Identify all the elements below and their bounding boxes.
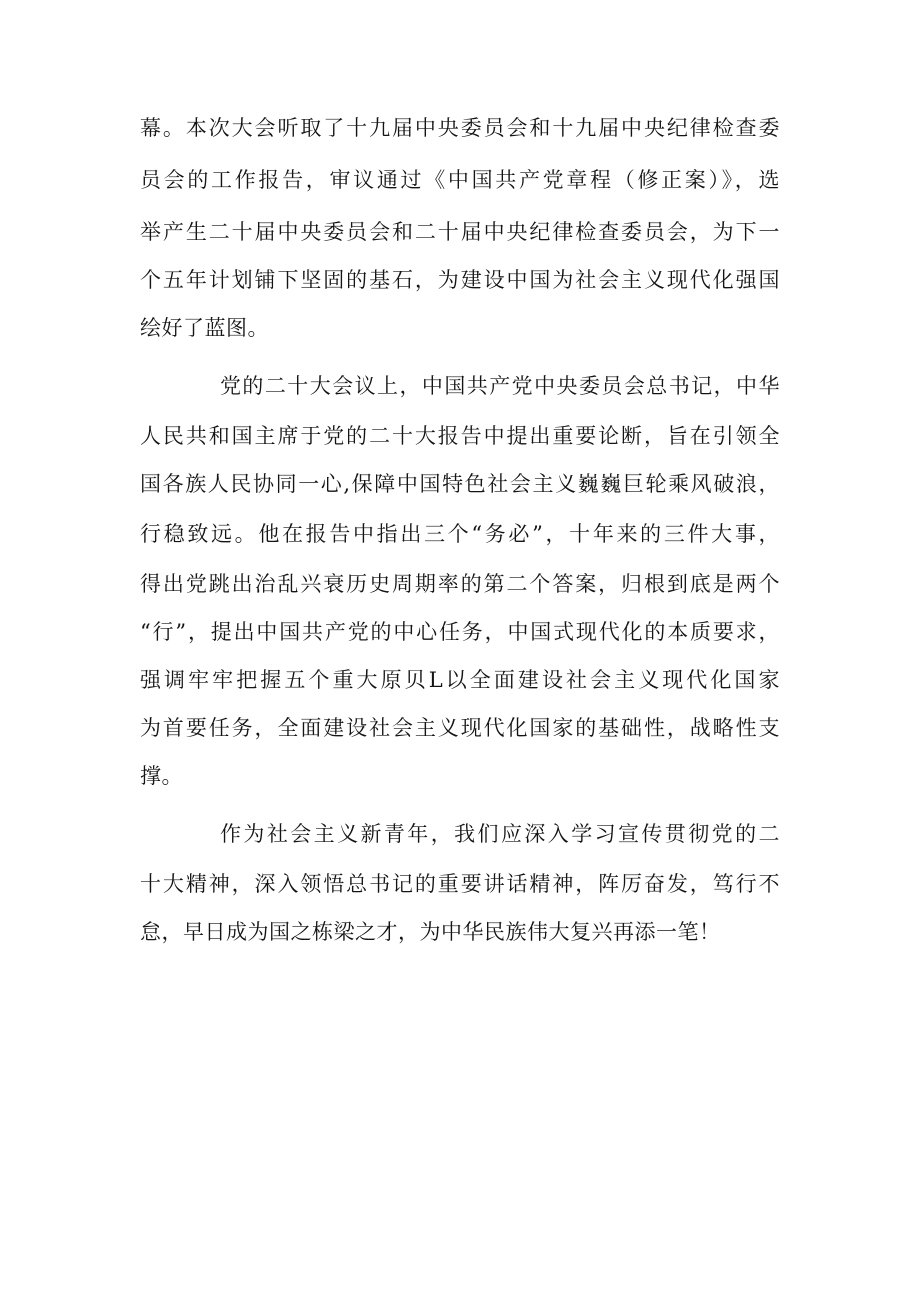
text-line: 绘好了蓝图。 [140, 316, 269, 340]
text-line: 行稳致远。他在报告中指出三个“务必”，十年来的三件大事， [140, 522, 780, 546]
text-line: “行”，提出中国共产党的中心任务，中国式现代化的本质要求， [140, 620, 780, 644]
text-line: 人民共和国主席于党的二十大报告中提出重要论断，旨在引领全 [140, 424, 780, 448]
text-line: 幕。本次大会听取了十九届中央委员会和十九届中央纪律检查委 [140, 116, 780, 140]
text-line: 国各族人民协同一心,保障中国特色社会主义巍巍巨轮乘风破浪， [140, 472, 780, 496]
text-line: 强调牢牢把握五个重大原贝L以全面建设社会主义现代化国家 [140, 668, 780, 692]
text-line: 个五年计划铺下坚固的基石，为建设中国为社会主义现代化强国 [140, 268, 780, 292]
text-line: 党的二十大会议上，中国共产党中央委员会总书记，中华 [220, 374, 780, 398]
text-line: 员会的工作报告，审议通过《中国共产党章程（修正案）》，选 [140, 168, 780, 192]
text-line: 撑。 [140, 764, 183, 788]
text-line: 得出党跳出治乱兴衰历史周期率的第二个答案，归根到底是两个 [140, 572, 780, 596]
text-line: 举产生二十届中央委员会和二十届中央纪律检查委员会，为下一 [140, 220, 780, 244]
text-line: 十大精神，深入领悟总书记的重要讲话精神，阵厉奋发，笃行不 [140, 872, 780, 896]
text-line: 怠，早日成为国之栋梁之才，为中华民族伟大复兴再添一笔！ [140, 920, 721, 944]
text-line: 作为社会主义新青年，我们应深入学习宣传贯彻党的二 [220, 822, 780, 846]
text-line: 为首要任务，全面建设社会主义现代化国家的基础性，战略性支 [140, 716, 780, 740]
